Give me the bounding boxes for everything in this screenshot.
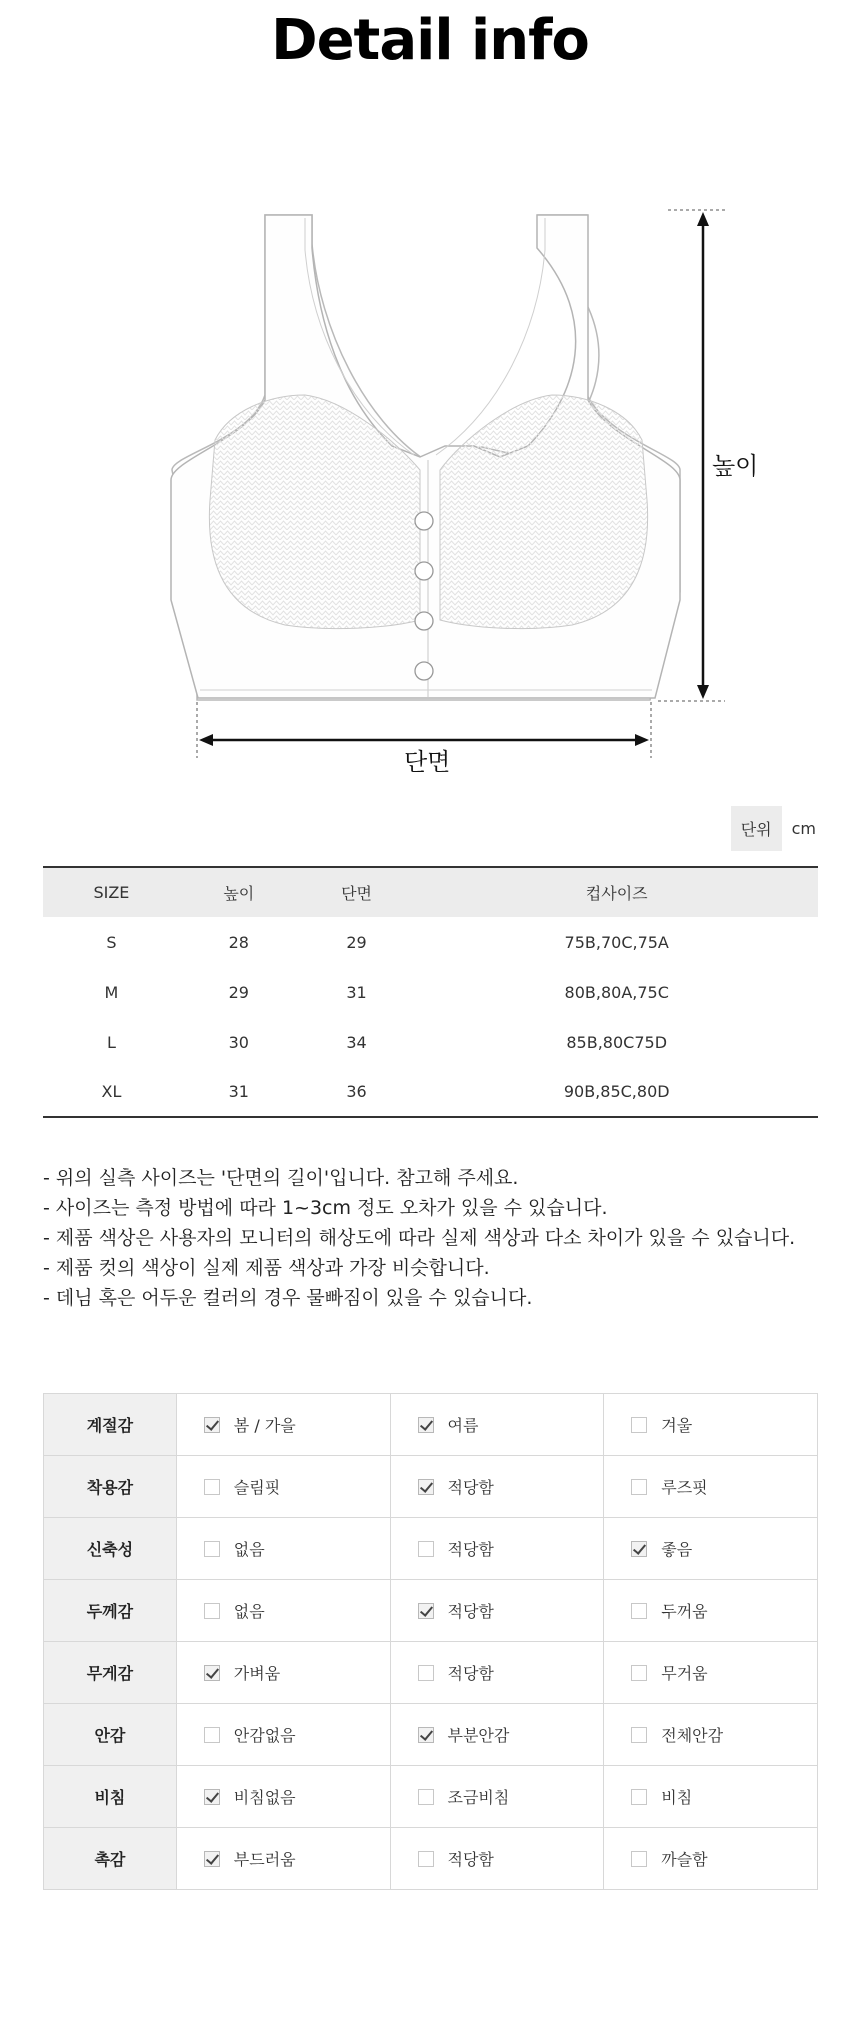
notes-list [43,1163,843,1313]
size-cell: L [106,1032,116,1052]
checked-checkbox-icon [418,1727,434,1743]
unchecked-checkbox-icon [631,1727,647,1743]
cup-size-cell: 80B,80A,75C [564,982,669,1002]
attribute-row [44,1642,818,1704]
attribute-option [604,1704,818,1766]
option-label: 적당함 [447,1602,494,1621]
option-label: 없음 [233,1602,265,1621]
checked-checkbox-icon [631,1541,647,1557]
table-row [43,917,818,967]
table-row [43,967,818,1017]
attribute-name: 무게감 [44,1642,177,1704]
attribute-name: 두께감 [44,1580,177,1642]
option-label: 적당함 [447,1664,494,1683]
unchecked-checkbox-icon [631,1479,647,1495]
size-table [43,866,818,1118]
size-cell: S [106,932,117,952]
column-header: SIZE [93,883,130,902]
attribute-option [176,1642,390,1704]
attribute-name: 계절감 [44,1394,177,1456]
attribute-name: 촉감 [44,1828,177,1890]
option-label: 좋음 [661,1540,693,1559]
attribute-row [44,1580,818,1642]
attribute-row [44,1704,818,1766]
table-row [43,1067,818,1117]
attribute-row [44,1766,818,1828]
unchecked-checkbox-icon [631,1665,647,1681]
unchecked-checkbox-icon [631,1417,647,1433]
option-label: 슬림핏 [233,1478,281,1497]
checked-checkbox-icon [204,1665,220,1681]
option-label: 비침없음 [233,1788,296,1807]
attribute-option [176,1828,390,1890]
attribute-name: 안감 [44,1704,177,1766]
unchecked-checkbox-icon [418,1541,434,1557]
attribute-option [390,1828,604,1890]
checked-checkbox-icon [204,1417,220,1433]
attribute-name: 신축성 [44,1518,177,1580]
attribute-option [176,1394,390,1456]
table-row [43,1017,818,1067]
checked-checkbox-icon [418,1417,434,1433]
unchecked-checkbox-icon [418,1789,434,1805]
option-label: 적당함 [447,1850,494,1869]
unit-indicator [731,806,816,851]
height-cell: 30 [228,1032,249,1052]
garment-diagram [0,150,860,800]
attribute-option [390,1766,604,1828]
option-label: 없음 [233,1540,265,1559]
height-label: 높이 [712,452,759,480]
attribute-option [390,1704,604,1766]
cup-size-cell: 90B,85C,80D [563,1082,670,1101]
attribute-option [390,1456,604,1518]
attribute-option [176,1704,390,1766]
checked-checkbox-icon [204,1851,220,1867]
attribute-row [44,1518,818,1580]
right-cup [440,395,648,629]
option-label: 겨울 [661,1416,693,1435]
cup-size-cell: 75B,70C,75A [564,932,669,952]
option-label: 봄 / 가을 [233,1416,296,1435]
option-label: 여름 [447,1416,479,1435]
attribute-option [390,1394,604,1456]
option-label: 적당함 [447,1478,494,1497]
note-item: - 데님 혹은 어두운 컬러의 경우 물빠짐이 있을 수 있습니다. [43,1287,533,1309]
attribute-option [176,1456,390,1518]
attribute-option [176,1580,390,1642]
attribute-name: 착용감 [44,1456,177,1518]
option-label: 두꺼움 [661,1602,708,1621]
checked-checkbox-icon [204,1789,220,1805]
attribute-option [604,1580,818,1642]
option-label: 루즈핏 [661,1478,708,1497]
cup-size-cell: 85B,80C75D [566,1032,668,1052]
note-item: - 위의 실측 사이즈는 '단면의 길이'입니다. 참고해 주세요. [43,1167,519,1189]
height-cell: 31 [228,1082,249,1101]
unchecked-checkbox-icon [418,1851,434,1867]
column-header: 컵사이즈 [585,884,648,903]
attribute-option [390,1518,604,1580]
width-label: 단면 [404,748,451,776]
option-label: 까슬함 [661,1850,708,1869]
option-label: 부분안감 [447,1726,510,1745]
unchecked-checkbox-icon [204,1727,220,1743]
column-header: 단면 [341,884,372,903]
attribute-table [43,1393,818,1890]
height-cell: 28 [228,932,249,952]
unchecked-checkbox-icon [631,1789,647,1805]
button-3 [415,612,433,630]
option-label: 가벼움 [233,1664,281,1683]
attribute-option [390,1642,604,1704]
unchecked-checkbox-icon [204,1541,220,1557]
attribute-option [604,1828,818,1890]
note-item: - 제품 색상은 사용자의 모니터의 해상도에 따라 실제 색상과 다소 차이가 있을 수 있습니다. [43,1227,796,1249]
button-1 [415,512,433,530]
option-label: 전체안감 [661,1726,724,1745]
attribute-row [44,1456,818,1518]
note-item: - 사이즈는 측정 방법에 따라 1~3cm 정도 오차가 있을 수 있습니다. [43,1197,608,1219]
size-cell: XL [101,1082,122,1101]
option-label: 안감없음 [233,1726,296,1745]
column-header: 높이 [223,884,255,903]
attribute-option [176,1518,390,1580]
unchecked-checkbox-icon [204,1479,220,1495]
size-table-header [43,867,818,917]
option-label: 부드러움 [233,1850,296,1869]
option-label: 조금비침 [447,1788,510,1807]
page-title: Detail info [271,8,589,73]
size-cell: M [104,982,119,1002]
attribute-option [604,1642,818,1704]
checked-checkbox-icon [418,1603,434,1619]
width-cell: 31 [346,982,367,1002]
attribute-row [44,1394,818,1456]
checked-checkbox-icon [418,1479,434,1495]
attribute-option [176,1766,390,1828]
height-cell: 29 [228,982,249,1002]
width-cell: 34 [346,1032,367,1052]
option-label: 무거움 [661,1664,708,1683]
width-cell: 36 [346,1082,367,1101]
option-label: 비침 [661,1788,693,1807]
note-item: - 제품 컷의 색상이 실제 제품 색상과 가장 비슷합니다. [43,1257,490,1279]
button-4 [415,662,433,680]
button-2 [415,562,433,580]
attribute-option [390,1580,604,1642]
unit-value: cm [791,819,816,838]
attribute-option [604,1394,818,1456]
unchecked-checkbox-icon [418,1665,434,1681]
unchecked-checkbox-icon [204,1603,220,1619]
width-cell: 29 [346,932,367,952]
unchecked-checkbox-icon [631,1603,647,1619]
attribute-option [604,1766,818,1828]
attribute-option [604,1518,818,1580]
attribute-row [44,1828,818,1890]
unchecked-checkbox-icon [631,1851,647,1867]
option-label: 적당함 [447,1540,494,1559]
attribute-option [604,1456,818,1518]
unit-label: 단위 [731,806,782,851]
attribute-name: 비침 [44,1766,177,1828]
